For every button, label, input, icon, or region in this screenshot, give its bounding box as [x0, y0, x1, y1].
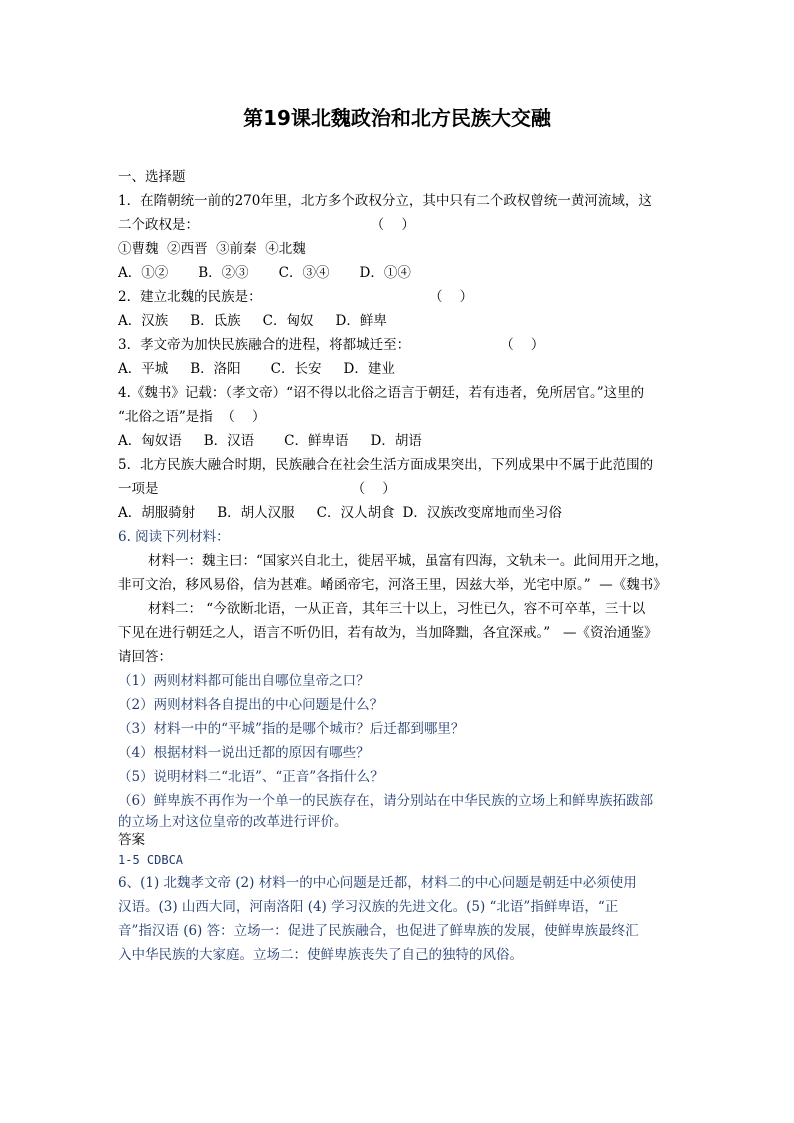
- q2-options: [118, 309, 678, 333]
- q2-option-c: C．匈奴: [262, 313, 314, 329]
- q6-sub-5: （5）说明材料二“北语”、“正音”各指什么？: [118, 769, 384, 785]
- q3-stem: 3．孝文帝为加快民族融合的进程，将都城迁至： （ ）: [118, 337, 545, 353]
- q5-stem-line1: 5．北方民族大融合时期，民族融合在社会生活方面成果突出，下列成果中不属于此范围的: [118, 457, 654, 473]
- q6-sub-4: （4）根据材料一说出迁都的原因有哪些？: [118, 745, 370, 761]
- q4-option-b: B．汉语: [203, 433, 255, 449]
- q3-option-b: B．洛阳: [190, 361, 241, 377]
- q5-stem-line2: 一项是 （ ）: [118, 481, 396, 497]
- q4-stem-line1: 4.《魏书》记载：（孝文帝）“诏不得以北俗之语言于朝廷，若有违者，免所居官。”这里的: [118, 385, 645, 401]
- material-2-line1: 材料二： “今欲断北语，一从正音，其年三十以上，习性已久，容不可卒革，三十以: [148, 601, 646, 617]
- answer-line: 音”指汉语 (6) 答：立场一：促进了民族融合，也促进了鲜卑族的发展，使鲜卑族最终汇: [118, 923, 639, 939]
- material-2-line2: 下见在进行朝廷之人，语言不听仍旧，若有故为，当加降黜，各宜深戒。” —《资治通鉴》: [118, 625, 658, 641]
- q1-stem-line2: 二个政权是： （ ）: [118, 217, 415, 233]
- q6-prompt: 请回答：: [118, 649, 172, 665]
- q4-stem-line2: “北俗之语”是指 （ ）: [118, 409, 266, 425]
- q1-option-d: D．①④: [359, 265, 411, 281]
- answers-mc: 1-5 CDBCA: [118, 853, 184, 867]
- q2-option-d: D．鲜卑: [335, 313, 387, 329]
- q2-option-b: B．氐族: [190, 313, 241, 329]
- material-1-line1: 材料一：魏主曰：“国家兴自北土，徙居平城，虽富有四海，文轨未一。此间用开之地，: [148, 553, 668, 569]
- q1-option-a: A．①②: [118, 265, 169, 281]
- q4-option-d: D．胡语: [370, 433, 422, 449]
- answer-line: 6、(1) 北魏孝文帝 (2) 材料一的中心问题是迁都，材料二的中心问题是朝廷中必须使用: [118, 875, 637, 891]
- answers-heading: 答案: [118, 832, 145, 848]
- q2-stem: 2．建立北魏的民族是： （ ）: [118, 289, 474, 305]
- q5-option-a: A．胡服骑射: [118, 505, 196, 521]
- q1-items: ①曹魏 ②西晋 ③前秦 ④北魏: [118, 241, 306, 257]
- q4-option-a: A．匈奴语: [118, 433, 182, 449]
- q6-stem: 6. 阅读下列材料：: [118, 529, 230, 545]
- q4-options: [118, 429, 678, 453]
- q3-option-d: D．建业: [343, 361, 395, 377]
- q6-sub-1: （1）两则材料都可能出自哪位皇帝之口？: [118, 673, 370, 689]
- q5-option-c: C．汉人胡食: [316, 505, 395, 521]
- q5-option-b: B．胡人汉服: [217, 505, 295, 521]
- q2-option-a: A．汉族: [118, 313, 169, 329]
- q6-sub-3: （3）材料一中的“平城”指的是哪个城市？后迁都到哪里？: [118, 721, 465, 737]
- q6-sub-6: （6）鲜卑族不再作为一个单一的民族存在，请分别站在中华民族的立场上和鲜卑族拓跋部: [118, 793, 654, 809]
- q6-sub-2: （2）两则材料各自提出的中心问题是什么？: [118, 697, 384, 713]
- q6-sub-6-cont: 的立场上对这位皇帝的改革进行评价。: [118, 814, 348, 830]
- page-title: 第19课北魏政治和北方民族大交融: [243, 106, 551, 130]
- q1-options: [118, 261, 678, 285]
- q1-option-c: C．③④: [278, 265, 330, 281]
- q4-option-c: C．鲜卑语: [284, 433, 349, 449]
- q1-stem-line1: 1．在隋朝统一前的270年里，北方多个政权分立，其中只有二个政权曾统一黄河流域，这: [118, 193, 652, 209]
- answer-line: 汉语。(3) 山西大同，河南洛阳 (4) 学习汉族的先进文化。(5) “北语”指鲜卑语，“正: [118, 899, 619, 915]
- q3-option-a: A．平城: [118, 361, 169, 377]
- material-1-line2: 非可文治，移风易俗，信为甚难。崤函帝宅，河洛王里，因兹大举，光宅中原。” —《魏书》: [118, 577, 667, 593]
- q5-option-d: D．汉族改变席地而坐习俗: [402, 505, 562, 521]
- section-heading: 一、选择题: [118, 169, 186, 185]
- answer-line: 入中华民族的大家庭。立场二：使鲜卑族丧失了自己的独特的风俗。: [118, 947, 523, 963]
- q3-options: [118, 357, 678, 381]
- q1-option-b: B．②③: [198, 265, 249, 281]
- document-body: [118, 165, 678, 967]
- q5-options: [118, 501, 678, 525]
- q3-option-c: C．长安: [270, 361, 322, 377]
